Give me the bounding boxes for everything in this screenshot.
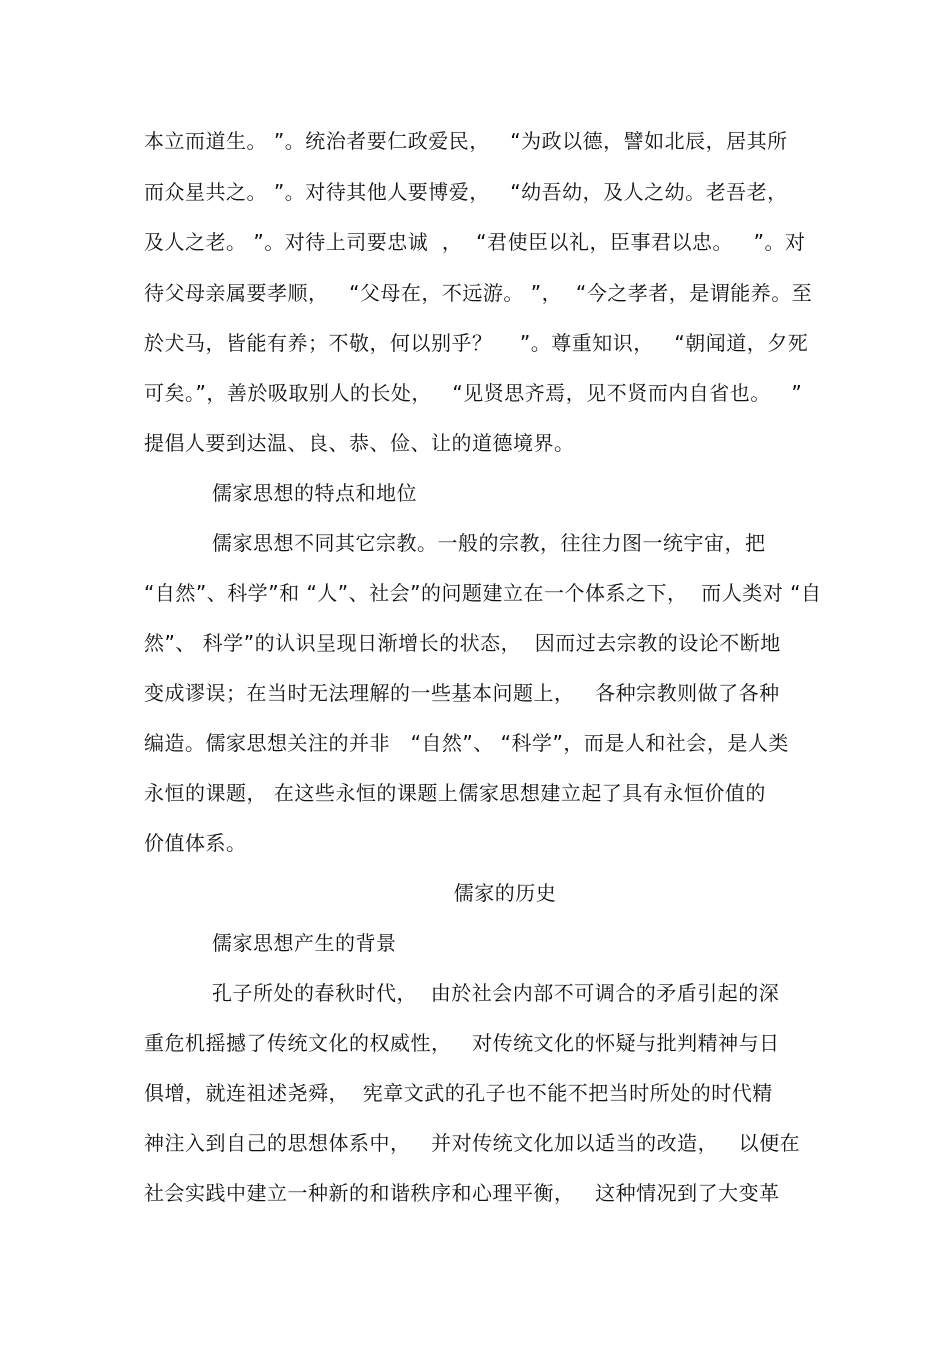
text-line: 编造。儒家思想关注的并非 “自然”、 “科学”，而是人和社会，是人类	[144, 731, 789, 755]
text-line: 变成谬误；在当时无法理解的一些基本问题上， 各种宗教则做了各种	[144, 681, 780, 705]
text-line: 重危机摇撼了传统文化的权威性， 对传统文化的怀疑与批判精神与日	[144, 1031, 780, 1055]
text-line: 孔子所处的春秋时代， 由於社会内部不可调合的矛盾引起的深	[212, 981, 780, 1005]
text-line: 而众星共之。 ”。对待其他人要博爱， “幼吾幼，及人之幼。老吾老，	[144, 180, 788, 204]
chapter-heading: 儒家的历史	[453, 881, 557, 905]
text-line: 神注入到自己的思想体系中， 并对传统文化加以适当的改造， 以便在	[144, 1131, 801, 1155]
text-line: 可矣。”，善於吸取别人的长处， “见贤思齐焉，见不贤而内自省也。 ”	[144, 381, 803, 405]
text-line: 社会实践中建立一种新的和谐秩序和心理平衡， 这种情况到了大变革	[144, 1181, 780, 1205]
section-heading: 儒家思想的特点和地位	[212, 481, 417, 505]
text-line: 於犬马，皆能有养；不敬，何以别乎？ ”。尊重知识， “朝闻道，夕死	[144, 331, 809, 355]
text-line: 及人之老。 ”。对待上司要忠诚 ， “君使臣以礼，臣事君以忠。 ”。对	[144, 230, 806, 254]
text-line: 然”、 科学”的认识呈现日渐增长的状态， 因而过去宗教的设论不断地	[144, 631, 781, 655]
text-line: 提倡人要到达温、良、恭、俭、让的道德境界。	[144, 431, 575, 455]
text-line: 儒家思想不同其它宗教。一般的宗教，往往力图一统宇宙，把	[212, 531, 766, 555]
text-line: 永恒的课题， 在这些永恒的课题上儒家思想建立起了具有永恒价值的	[144, 781, 766, 805]
text-line: 价值体系。	[144, 831, 247, 855]
section-heading: 儒家思想产生的背景	[212, 931, 397, 955]
text-line: 待父母亲属要孝顺， “父母在，不远游。 ”， “今之孝者，是谓能养。至	[144, 281, 813, 305]
text-line: 俱增，就连祖述尧舜， 宪章文武的孔子也不能不把当时所处的时代精	[144, 1081, 773, 1105]
text-line: “自然”、科学”和 “人”、社会”的问题建立在一个体系之下， 而人类对 “自	[144, 581, 822, 605]
text-line: 本立而道生。 ”。统治者要仁政爱民， “为政以德，譬如北辰，居其所	[144, 129, 788, 153]
